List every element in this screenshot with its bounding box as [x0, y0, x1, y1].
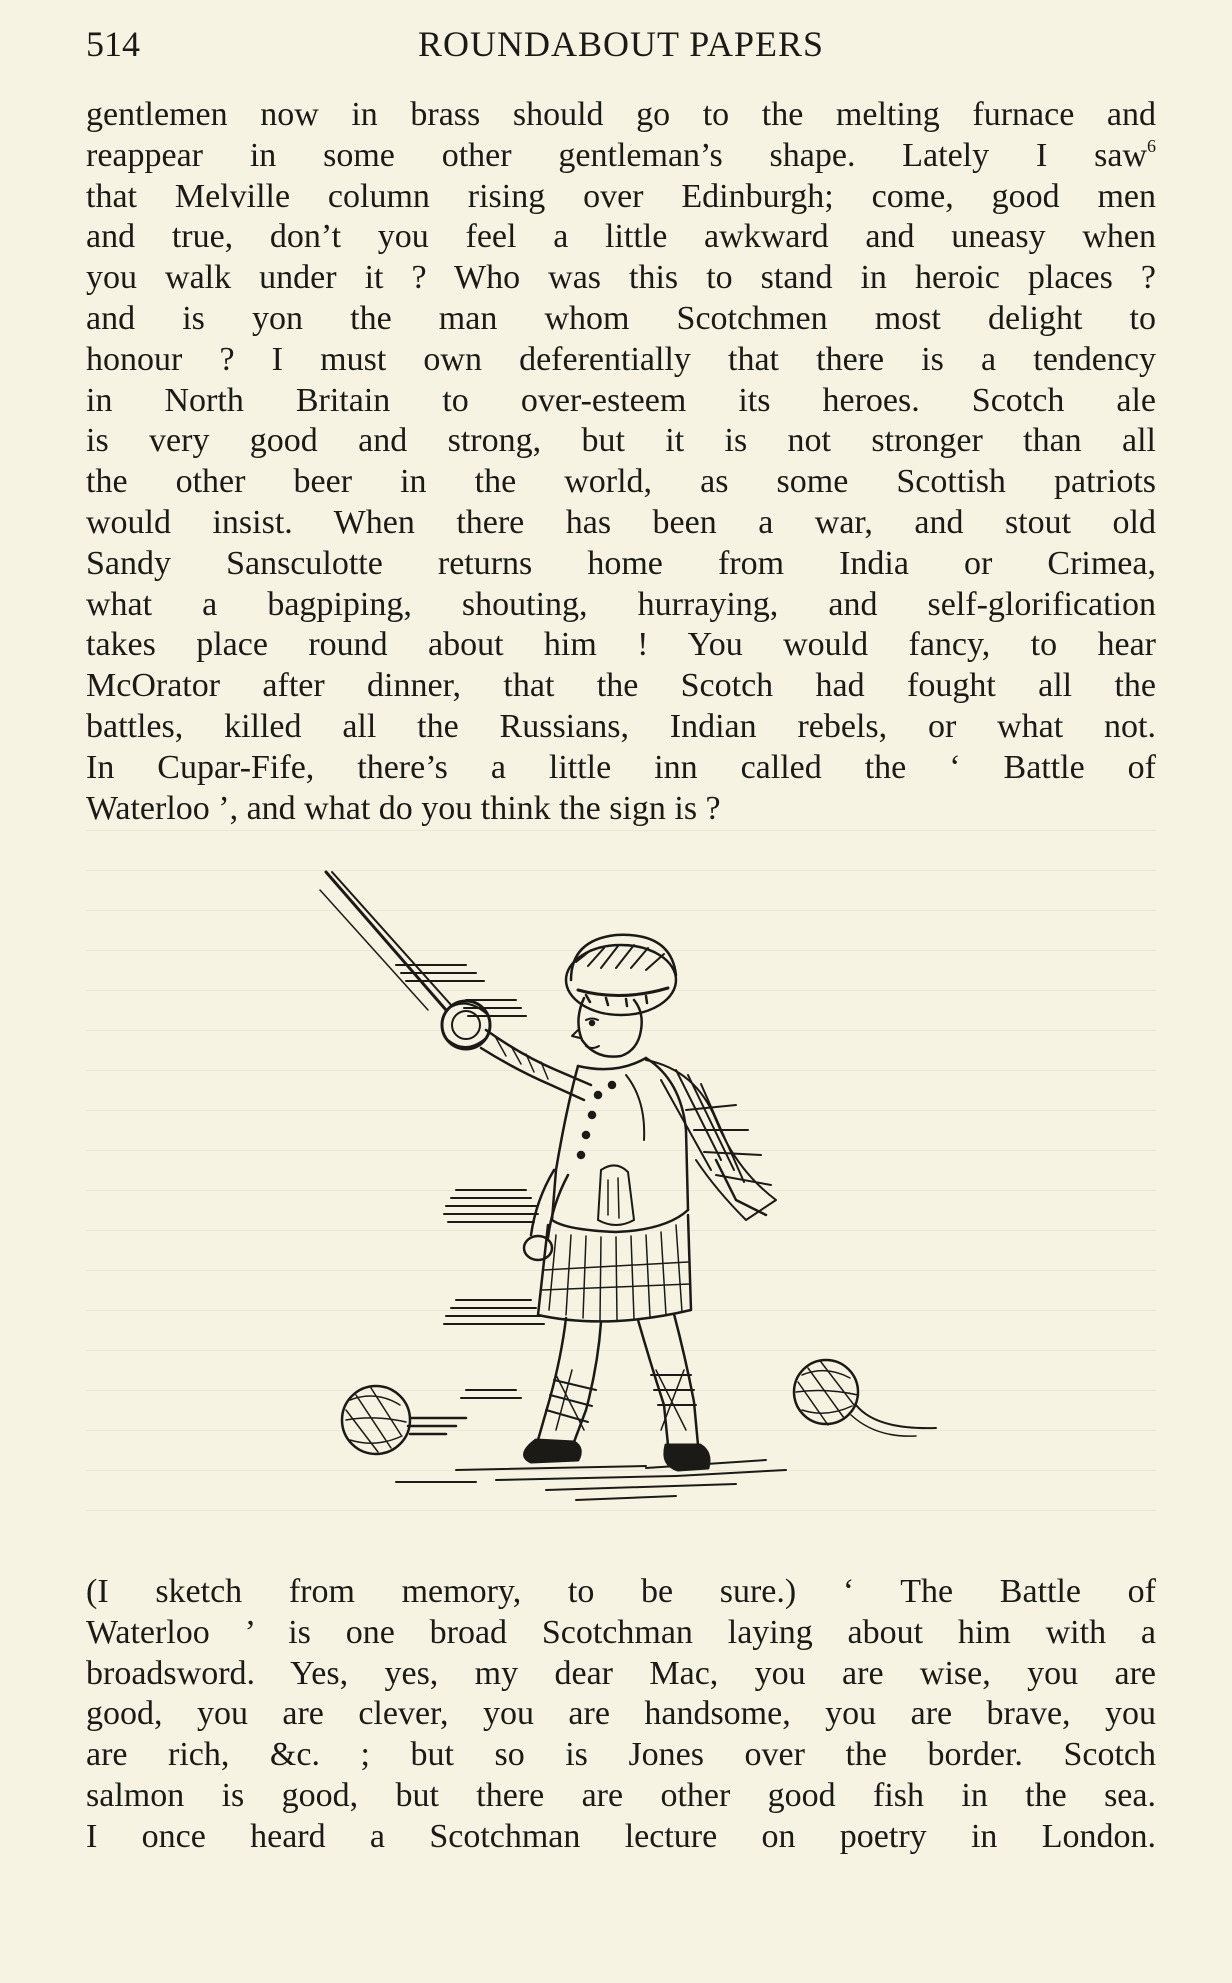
plaid-shawl — [646, 1060, 776, 1220]
ball-left — [342, 1386, 466, 1454]
text-line: gentlemen now in brass should go to the melting furnace and — [86, 96, 1156, 133]
running-head — [86, 20, 1156, 68]
text-line: honour ? I must own deferentially that there is a tendency — [86, 340, 1156, 378]
text-line: broadsword. Yes, yes, my dear Mac, you are wise, you are — [86, 1654, 1156, 1692]
text-line: battles, killed all the Russians, Indian rebels, or what not. — [86, 707, 1156, 745]
text-line: In Cupar-Fife, there’s a little inn called the ‘ Battle of — [86, 748, 1156, 786]
illustration-scotchman-broadsword — [316, 870, 956, 1550]
text-line: the other beer in the world, as some Scottish patriots — [86, 463, 1156, 501]
page-number: 514 — [86, 24, 140, 64]
text-line: what a bagpiping, shouting, hurraying, and self-glorification — [86, 585, 1156, 623]
book-page — [86, 0, 1156, 1983]
text-line: (I sketch from memory, to be sure.) ‘ The Battle of — [86, 1573, 1156, 1610]
text-line-with-footnote — [86, 136, 1156, 177]
paragraph-bottom — [86, 1572, 1156, 1858]
text-line: McOrator after dinner, that the Scotch had fought all the — [86, 667, 1156, 705]
running-title: ROUNDABOUT PAPERS — [417, 24, 825, 64]
broadsword — [320, 872, 490, 1049]
ground-lines — [396, 1460, 786, 1500]
text-line: reappear in some other gentleman’s shape. Lately I saw — [86, 136, 1147, 174]
paragraph-top — [86, 95, 1156, 829]
text-line: Waterloo ’, and what do you think the sign is ? — [86, 789, 721, 827]
sword-arm — [481, 1030, 591, 1100]
text-line: are rich, &c. ; but so is Jones over the border. Scotch — [86, 1736, 1156, 1774]
motion-lines — [396, 965, 544, 1398]
jacket — [552, 1058, 688, 1220]
text-line: and true, don’t you feel a little awkward and uneasy when — [86, 218, 1156, 256]
text-line: is very good and strong, but it is not stronger than all — [86, 422, 1156, 460]
text-line: and is yon the man whom Scotchmen most delight to — [86, 299, 1156, 337]
text-line: good, you are clever, you are handsome, you are brave, you — [86, 1695, 1156, 1733]
face — [572, 998, 642, 1057]
text-line: you walk under it ? Who was this to stand in heroic places ? — [86, 259, 1156, 297]
text-line: I once heard a Scotchman lecture on poetry in London. — [86, 1817, 1156, 1855]
text-line: in North Britain to over-esteem its heroes. Scotch ale — [86, 381, 1156, 419]
text-line: would insist. When there has been a war, and stout old — [86, 503, 1156, 541]
legs — [538, 1314, 698, 1445]
text-line: takes place round about him ! You would fancy, to hear — [86, 626, 1156, 664]
text-line: Sandy Sansculotte returns home from India or Crimea, — [86, 544, 1156, 582]
text-line: Waterloo ’ is one broad Scotchman laying about him with a — [86, 1613, 1156, 1651]
text-line: that Melville column rising over Edinburgh; come, good men — [86, 177, 1156, 215]
ball-right — [794, 1360, 936, 1436]
text-line: salmon is good, but there are other good fish in the sea. — [86, 1776, 1156, 1814]
footnote-marker[interactable]: 6 — [1147, 135, 1156, 156]
